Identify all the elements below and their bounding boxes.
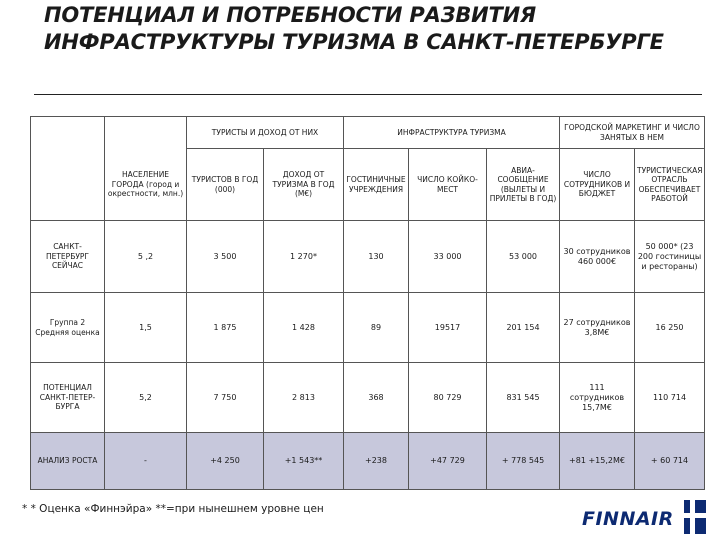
cell-population: 5,2	[105, 363, 187, 433]
table-row	[31, 293, 705, 363]
cell-tourists: 7 750	[187, 363, 264, 433]
column-header-row	[31, 149, 705, 221]
cell-tourists: 1 875	[187, 293, 264, 363]
cell-staff-budget: 111 сотрудников 15,7М€	[560, 363, 635, 433]
col-header-air: АВИА-СООБЩЕНИЕ (ВЫЛЕТЫ И ПРИЛЕТЫ В ГОД)	[487, 149, 560, 221]
group-header-row	[31, 117, 705, 149]
col-header-employment: ТУРИСТИЧЕСКАЯ ОТРАСЛЬ ОБЕСПЕЧИВАЕТ РАБОТОЙ	[635, 149, 705, 221]
cell-hotels: 130	[344, 221, 409, 293]
corner-cell	[31, 117, 105, 221]
cell-air: 53 000	[487, 221, 560, 293]
col-header-tourists: ТУРИСТОВ В ГОД (000)	[187, 149, 264, 221]
cell-income: +1 543**	[264, 433, 344, 490]
row-label: Группа 2 Средняя оценка	[31, 293, 105, 363]
group-header-tourists: ТУРИСТЫ И ДОХОД ОТ НИХ	[187, 117, 344, 149]
cell-staff-budget: +81 +15,2М€	[560, 433, 635, 490]
cell-hotels: +238	[344, 433, 409, 490]
cell-air: 831 545	[487, 363, 560, 433]
page-title: ПОТЕНЦИАЛ И ПОТРЕБНОСТИ РАЗВИТИЯ ИНФРАСТРУКТУРЫ ТУРИЗМА В САНКТ-ПЕТЕРБУРГЕ	[44, 3, 664, 54]
title-divider	[34, 94, 702, 95]
cell-staff-budget: 30 сотрудников 460 000€	[560, 221, 635, 293]
cell-population: 5 ,2	[105, 221, 187, 293]
row-label: ПОТЕНЦИАЛ САНКТ-ПЕТЕР-БУРГА	[31, 363, 105, 433]
cell-income: 2 813	[264, 363, 344, 433]
cell-air: 201 154	[487, 293, 560, 363]
cell-employment: 110 714	[635, 363, 705, 433]
cell-air: + 778 545	[487, 433, 560, 490]
cell-employment: 16 250	[635, 293, 705, 363]
cell-beds: 33 000	[409, 221, 487, 293]
col-header-staff-budget: ЧИСЛО СОТРУДНИКОВ И БЮДЖЕТ	[560, 149, 635, 221]
group-header-infrastructure: ИНФРАСТРУКТУРА ТУРИЗМА	[344, 117, 560, 149]
col-header-income: ДОХОД ОТ ТУРИЗМА В ГОД (М€)	[264, 149, 344, 221]
col-header-hotels: ГОСТИНИЧНЫЕ УЧРЕЖДЕНИЯ	[344, 149, 409, 221]
cell-beds: 19517	[409, 293, 487, 363]
col-header-population: НАСЕЛЕНИЕ ГОРОДА (город и окрестности, млн.)	[105, 149, 187, 221]
cell-income: 1 428	[264, 293, 344, 363]
group-header-marketing: ГОРОДСКОЙ МАРКЕТИНГ И ЧИСЛО ЗАНЯТЫХ В НЕМ	[560, 117, 705, 149]
cell-tourists: +4 250	[187, 433, 264, 490]
logo-wordmark: FINNAIR	[582, 508, 674, 530]
finnair-flag-logo-icon	[684, 500, 706, 534]
row-label: САНКТ-ПЕТЕРБУРГ СЕЙЧАС	[31, 221, 105, 293]
table-row	[31, 433, 705, 490]
table-row	[31, 221, 705, 293]
col-header-beds: ЧИСЛО КОЙКО-МЕСТ	[409, 149, 487, 221]
blank-header-cell	[105, 117, 187, 149]
cell-staff-budget: 27 сотрудников 3,8М€	[560, 293, 635, 363]
cell-hotels: 89	[344, 293, 409, 363]
cell-hotels: 368	[344, 363, 409, 433]
cell-employment: 50 000* (23 200 гостиницы и рестораны)	[635, 221, 705, 293]
cell-beds: 80 729	[409, 363, 487, 433]
cell-population: -	[105, 433, 187, 490]
table-row	[31, 363, 705, 433]
infrastructure-table	[30, 116, 705, 490]
cell-beds: +47 729	[409, 433, 487, 490]
footnote: * * Оценка «Финнэйра» **=при нынешнем уровне цен	[22, 503, 324, 515]
row-label: АНАЛИЗ РОСТА	[31, 433, 105, 490]
cell-income: 1 270*	[264, 221, 344, 293]
cell-tourists: 3 500	[187, 221, 264, 293]
cell-employment: + 60 714	[635, 433, 705, 490]
finnair-logo	[582, 500, 707, 534]
cell-population: 1,5	[105, 293, 187, 363]
